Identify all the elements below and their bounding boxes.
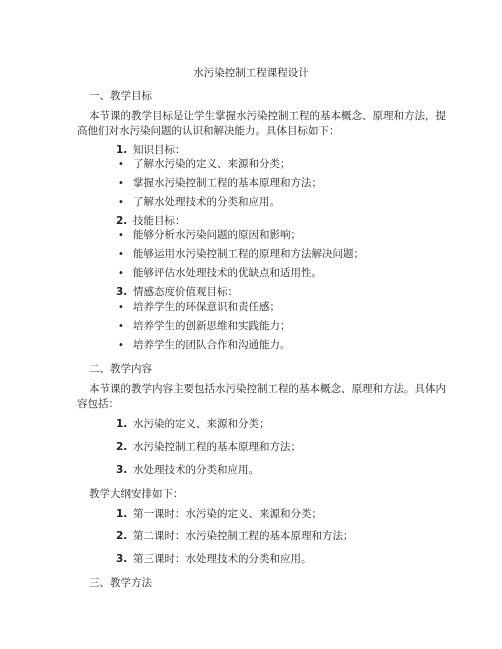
bullet-icon: • (118, 230, 124, 241)
section-2-heading: 二、教学内容 (89, 363, 152, 375)
list-item: 能够分析水污染问题的原因和影响； (133, 229, 301, 241)
bullet-icon: • (118, 249, 124, 260)
list-number: 1. (116, 508, 128, 520)
group-label-skills: 技能目标： (133, 215, 186, 227)
list-item: 能够评估水处理技术的优缺点和适用性。 (133, 267, 322, 279)
section-1-intro-line-2: 高他们对水污染问题的认识和解决能力。具体目标如下： (77, 125, 340, 137)
list-item: 培养学生的创新思维和实践能力； (133, 320, 291, 332)
list-number: 2. (116, 530, 128, 542)
list-number: 3. (116, 464, 128, 476)
bullet-icon: • (118, 159, 124, 170)
list-number: 1. (116, 144, 128, 156)
bullet-icon: • (118, 302, 124, 313)
section-1-intro-line-1: 本节课的教学目标是让学生掌握水污染控制工程的基本概念、原理和方法，提 (89, 110, 446, 122)
section-3-heading: 三、教学方法 (89, 577, 152, 589)
section-2-intro-line-1: 本节课的教学内容主要包括水污染控制工程的基本概念、原理和方法。具体内 (89, 383, 446, 395)
list-number: 1. (116, 418, 128, 430)
list-item: 第一课时：水污染的定义、来源和分类； (133, 508, 322, 520)
list-number: 2. (116, 215, 128, 227)
list-item: 第三课时：水处理技术的分类和应用。 (133, 553, 312, 565)
bullet-icon: • (118, 268, 124, 279)
list-number: 3. (116, 286, 128, 298)
outline-label: 教学大纲安排如下： (89, 488, 184, 500)
section-2-intro-line-2: 容包括： (77, 398, 119, 410)
list-item: 培养学生的团队合作和沟通能力。 (133, 339, 291, 351)
list-number: 3. (116, 553, 128, 565)
bullet-icon: • (118, 321, 124, 332)
bullet-icon: • (118, 197, 124, 208)
list-item: 第二课时：水污染控制工程的基本原理和方法； (133, 530, 354, 542)
list-number: 2. (116, 441, 128, 453)
group-label-knowledge: 知识目标： (133, 144, 186, 156)
section-1-heading: 一、教学目标 (89, 90, 152, 102)
list-item: 了解水处理技术的分类和应用。 (133, 196, 280, 208)
list-item: 水污染的定义、来源和分类； (133, 418, 270, 430)
list-item: 培养学生的环保意识和责任感； (133, 301, 280, 313)
document-title: 水污染控制工程课程设计 (193, 67, 309, 79)
list-item: 掌握水污染控制工程的基本原理和方法； (133, 177, 322, 189)
list-item: 能够运用水污染控制工程的原理和方法解决问题； (133, 248, 364, 260)
group-label-attitude: 情感态度价值观目标： (133, 286, 238, 298)
list-item: 水处理技术的分类和应用。 (133, 464, 259, 476)
bullet-icon: • (118, 178, 124, 189)
list-item: 了解水污染的定义、来源和分类； (133, 158, 291, 170)
list-item: 水污染控制工程的基本原理和方法； (133, 441, 301, 453)
bullet-icon: • (118, 340, 124, 351)
